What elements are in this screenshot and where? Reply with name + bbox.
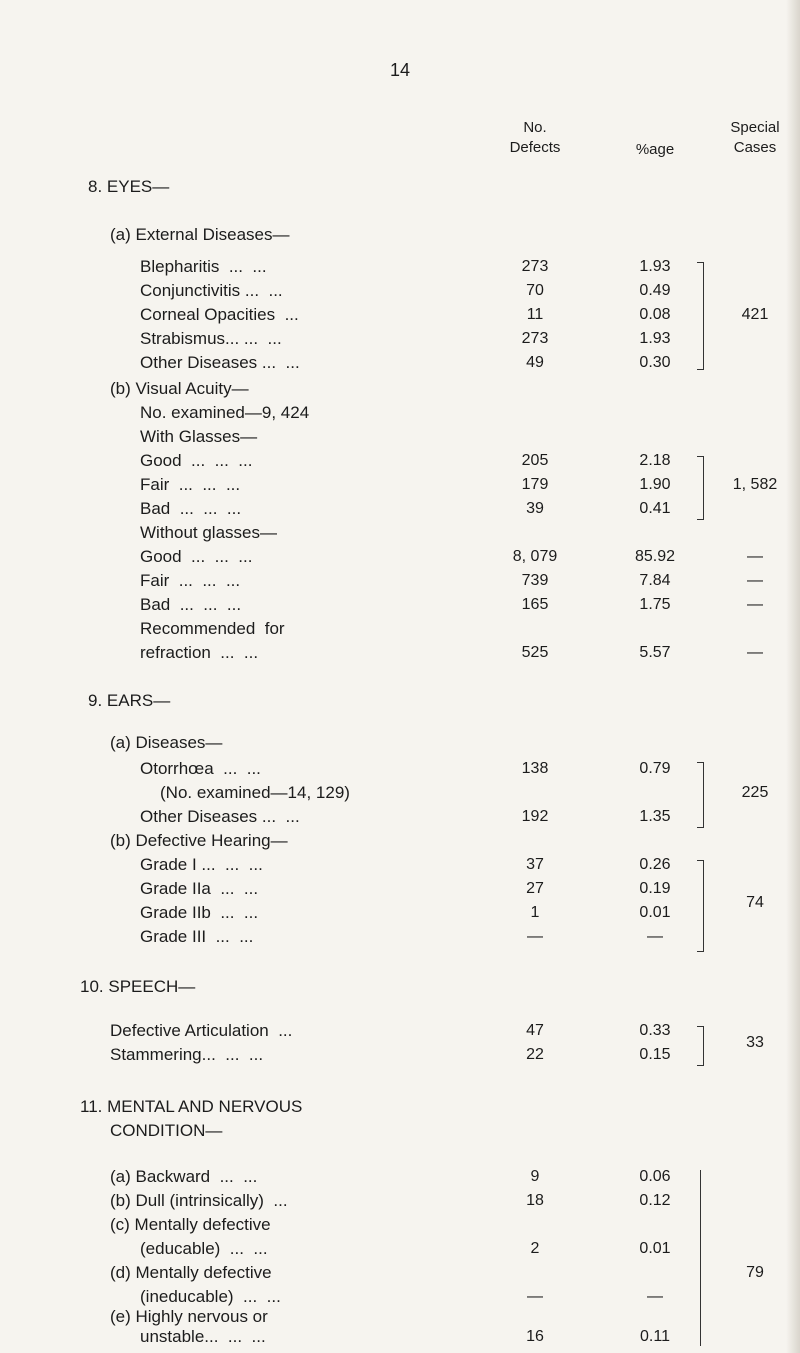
- row-pct: 0.08: [639, 306, 671, 323]
- row-label: Good ... ... ...: [140, 547, 253, 566]
- header-special: Special Cases: [730, 119, 780, 156]
- row-num: 2: [530, 1240, 540, 1257]
- bracket: [697, 456, 704, 520]
- row-num: 39: [526, 500, 544, 517]
- row-pct: 0.33: [639, 1022, 671, 1039]
- bracket: [697, 1026, 704, 1066]
- row-label: Conjunctivitis ... ...: [140, 281, 283, 300]
- row-num: —: [527, 1288, 543, 1305]
- examined-count: No. examined—9, 424: [140, 403, 310, 422]
- bracket: [697, 860, 704, 952]
- row-label: (b) Dull (intrinsically) ...: [110, 1191, 288, 1210]
- row-special: —: [747, 548, 763, 565]
- row-num: 70: [526, 282, 544, 299]
- row-pct: 1.93: [639, 330, 671, 347]
- row-pct: 0.06: [639, 1168, 671, 1185]
- row-pct: 0.15: [639, 1046, 671, 1063]
- row-pct: 0.49: [639, 282, 671, 299]
- row-label: Grade IIa ... ...: [140, 879, 259, 898]
- bracket: [700, 1170, 701, 1346]
- row-label-continued: (c) Mentally defective: [110, 1215, 271, 1234]
- row-num: 525: [521, 644, 549, 661]
- row-pct: 0.01: [639, 904, 671, 921]
- row-label: (educable) ... ...: [140, 1239, 268, 1258]
- row-num: 47: [526, 1022, 544, 1039]
- row-pct: 0.12: [639, 1192, 671, 1209]
- row-label: Corneal Opacities ...: [140, 305, 299, 324]
- row-label: Other Diseases ... ...: [140, 353, 300, 372]
- section-title-eyes: 8. EYES—: [88, 177, 170, 196]
- row-label: unstable... ... ...: [140, 1327, 266, 1346]
- bracket: [697, 762, 704, 828]
- section-title-mental-continued: CONDITION—: [110, 1121, 223, 1140]
- row-label: Bad ... ... ...: [140, 595, 242, 614]
- row-label: Grade I ... ... ...: [140, 855, 263, 874]
- row-label: Otorrhœa ... ...: [140, 759, 261, 778]
- row-label: Blepharitis ... ...: [140, 257, 267, 276]
- row-label: (a) Backward ... ...: [110, 1167, 258, 1186]
- row-pct: 7.84: [639, 572, 671, 589]
- group-with-glasses: With Glasses—: [140, 427, 258, 446]
- row-label: Stammering... ... ...: [110, 1045, 264, 1064]
- row-pct: 0.26: [639, 856, 671, 873]
- row-label: Grade IIb ... ...: [140, 903, 259, 922]
- special-cases-value: 225: [741, 784, 769, 801]
- row-num: 165: [521, 596, 549, 613]
- row-pct: 0.79: [639, 760, 671, 777]
- special-cases-value: 79: [746, 1264, 764, 1281]
- row-num: 16: [526, 1328, 544, 1345]
- row-num: 179: [521, 476, 549, 493]
- special-cases-value: 33: [746, 1034, 764, 1051]
- bracket: [697, 262, 704, 370]
- row-num: 192: [521, 808, 549, 825]
- row-pct: 0.30: [639, 354, 671, 371]
- section-title-ears: 9. EARS—: [88, 691, 171, 710]
- row-pct: 0.11: [640, 1328, 670, 1345]
- row-pct: 0.01: [639, 1240, 671, 1257]
- row-pct: 0.41: [639, 500, 671, 517]
- row-pct: 5.57: [639, 644, 671, 661]
- section-title-speech: 10. SPEECH—: [80, 977, 196, 996]
- row-num: 273: [521, 258, 549, 275]
- row-label: Fair ... ... ...: [140, 475, 241, 494]
- row-num: 27: [526, 880, 544, 897]
- section-title-mental: 11. MENTAL AND NERVOUS: [80, 1097, 303, 1116]
- header-percentage: %age: [635, 141, 675, 158]
- row-pct: 1.75: [639, 596, 671, 613]
- row-special: —: [747, 572, 763, 589]
- row-num: 18: [526, 1192, 544, 1209]
- row-num: 37: [526, 856, 544, 873]
- row-pct: 1.90: [639, 476, 671, 493]
- page-edge-shadow: [786, 0, 800, 1353]
- subsection-external: (a) External Diseases—: [110, 225, 290, 244]
- row-label-continued: (e) Highly nervous or: [110, 1307, 268, 1326]
- row-num: 273: [521, 330, 549, 347]
- row-pct: —: [647, 1288, 663, 1305]
- row-pct: 1.93: [639, 258, 671, 275]
- row-label: Other Diseases ... ...: [140, 807, 300, 826]
- row-label: Good ... ... ...: [140, 451, 253, 470]
- row-num: —: [527, 928, 543, 945]
- subsection-hearing: (b) Defective Hearing—: [110, 831, 288, 850]
- row-special: —: [747, 644, 763, 661]
- special-cases-value: 421: [741, 306, 769, 323]
- header-defects: No. Defects: [509, 119, 561, 156]
- row-num: 11: [526, 306, 544, 323]
- row-pct: 0.19: [639, 880, 671, 897]
- row-special: —: [747, 596, 763, 613]
- row-label: Fair ... ... ...: [140, 571, 241, 590]
- row-num: 22: [526, 1046, 544, 1063]
- page-number: 14: [389, 60, 411, 80]
- row-label: Bad ... ... ...: [140, 499, 242, 518]
- examined-count: (No. examined—14, 129): [160, 783, 350, 802]
- row-pct: 1.35: [639, 808, 671, 825]
- special-cases-value: 74: [746, 894, 764, 911]
- row-pct: 2.18: [639, 452, 671, 469]
- row-label: refraction ... ...: [140, 643, 259, 662]
- row-num: 739: [521, 572, 549, 589]
- row-num: 138: [521, 760, 549, 777]
- row-label: Grade III ... ...: [140, 927, 254, 946]
- row-pct: —: [647, 928, 663, 945]
- row-num: 1: [530, 904, 540, 921]
- row-label: Strabismus... ... ...: [140, 329, 282, 348]
- row-num: 205: [521, 452, 549, 469]
- row-label-continued: (d) Mentally defective: [110, 1263, 272, 1282]
- subsection-diseases: (a) Diseases—: [110, 733, 223, 752]
- row-label-continued: Recommended for: [140, 619, 285, 638]
- row-label: Defective Articulation ...: [110, 1021, 293, 1040]
- subsection-visual: (b) Visual Acuity—: [110, 379, 249, 398]
- row-pct: 85.92: [634, 548, 676, 565]
- row-num: 49: [526, 354, 544, 371]
- row-label: (ineducable) ... ...: [140, 1287, 281, 1306]
- row-num: 9: [530, 1168, 540, 1185]
- special-cases-value: 1, 582: [732, 476, 778, 493]
- row-num: 8, 079: [512, 548, 558, 565]
- group-without-glasses: Without glasses—: [140, 523, 277, 542]
